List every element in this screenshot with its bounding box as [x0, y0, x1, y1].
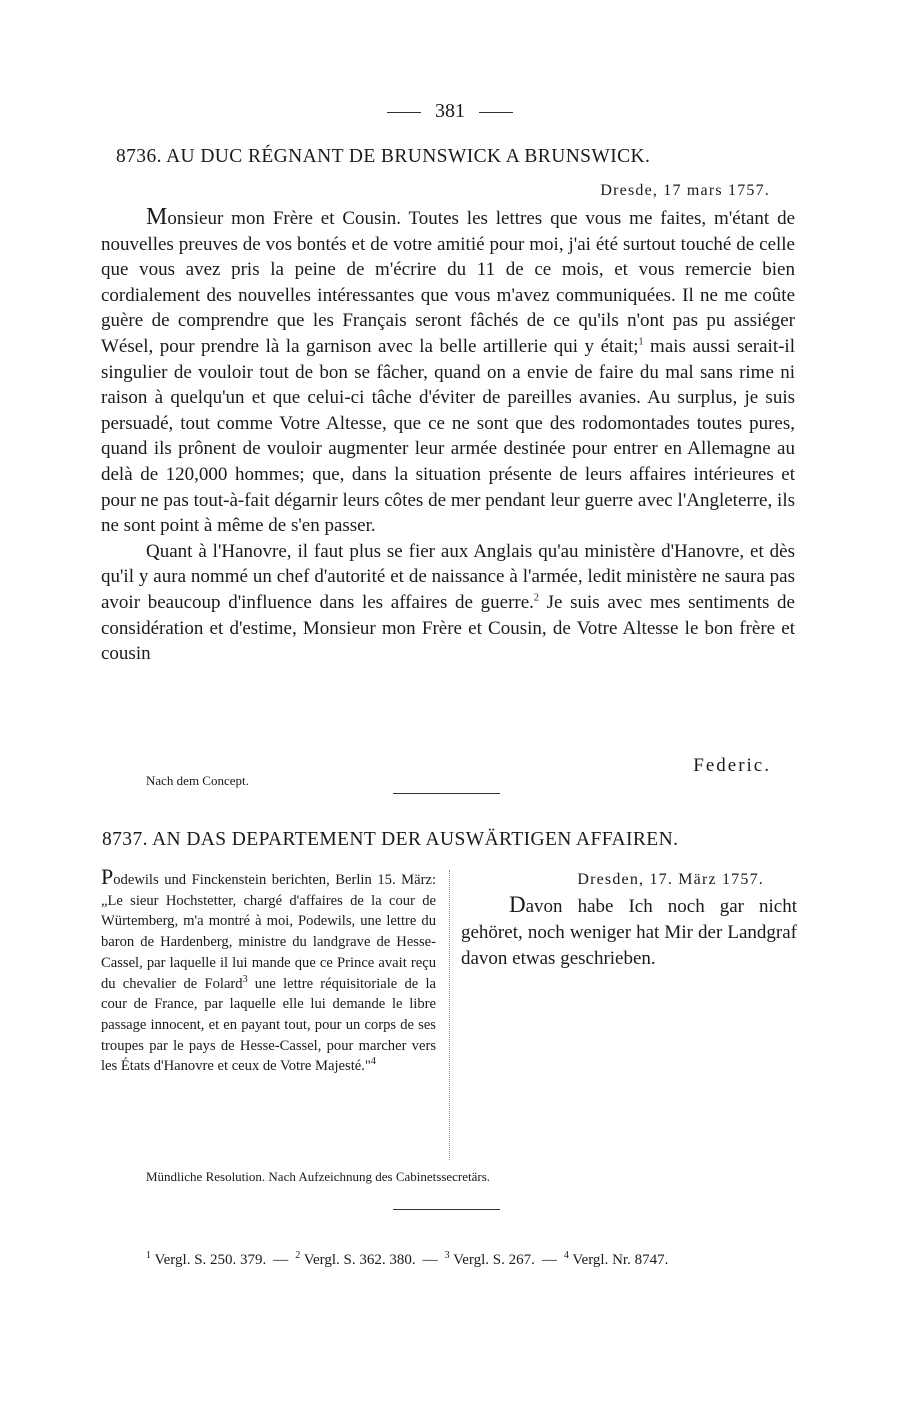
footnote-3 [445, 1252, 535, 1268]
column-divider [449, 870, 450, 1160]
initial-letter: P [101, 864, 114, 889]
footnote-ref-1: 1 [638, 336, 644, 348]
paragraph-text: onsieur mon Frère et Cousin. Toutes les lettres que vous me faites, m'étant de nouvelles preuves de vos bontés et de votre amitié pour moi, j'ai été surtout touché de celle que vous avez pris la peine de m'écrire du 11 de ce mois, et vous remercie bien cordialement des nouvelles intéressantes que vous m'avez communiquées. Il ne me coûte guère de comprendre que les Français seront fâchés de ce qu'ils n'ont pas pu assiéger Wésel, pour prendre là la garnison avec la belle artillerie qui y était; [101, 208, 795, 357]
footnote-4 [564, 1252, 668, 1268]
footnotes [101, 1247, 795, 1273]
report-text: une lettre réquisitoriale de la cour de France, par laquelle elle lui demande le libre passage innocent, et en payant tout, pour un corps de ses troupes par le pays de Hesse-Cassel, pour marcher vers les États d'Hanovre et ceux de Votre Majesté." [101, 975, 437, 1075]
footnote-ref-4: 4 [370, 1056, 376, 1068]
letter-8737-resolution-column [461, 868, 797, 972]
footnote-text: Vergl. Nr. 8747. [572, 1252, 669, 1268]
page-number: 381 [435, 100, 465, 122]
page-number-dash-left [387, 112, 421, 113]
letter-8737-source-note: Mündliche Resolution. Nach Aufzeichnung des Cabinetssecretärs. [146, 1169, 491, 1184]
footnote-1 [146, 1252, 266, 1268]
footnote-separator: — [273, 1252, 289, 1268]
resolution-text: avon habe Ich noch gar nicht gehöret, noch weniger hat Mir der Landgraf davon etwas geschrieben. [461, 896, 797, 969]
footnote-text: Vergl. S. 267. [453, 1252, 535, 1268]
footnote-text: Vergl. S. 250. 379. [154, 1252, 267, 1268]
letter-8736-heading: 8736. AU DUC RÉGNANT DE BRUNSWICK A BRUNSWICK. [116, 146, 651, 167]
letter-8737-report-column [101, 864, 437, 1077]
resolution-text-block [461, 892, 797, 972]
paragraph-text: Je suis avec mes sentiments de considération et d'estime, Monsieur mon Frère et Cousin, de Votre Altesse le bon frère et cousin [101, 591, 795, 665]
report-text: odewils und Finckenstein berichten, Berlin 15. März: „Le sieur Hochstetter, chargé d'affaires de la cour de Würtemberg, m'a montré à moi, Podewils, une lettre du baron de Hardenberg, ministre du landgrave de Hesse-Cassel, par laquelle il lui mande que ce Prince avait reçu du chevalier de Folard [101, 872, 436, 992]
section-divider [393, 793, 500, 794]
letter-8736-paragraph-2 [101, 539, 795, 667]
letter-8737-dateline: Dresden, 17. März 1757. [577, 871, 764, 888]
letter-8736-dateline: Dresde, 17 mars 1757. [600, 182, 770, 199]
paragraph-text: mais aussi serait-il singulier de vouloir tout de bon se fâcher, quand on a envie de faire du mal sans rime ni raison à quelqu'un et que celui-ci tâche d'éviter de pareilles avanies. Au surplus, je suis persuadé, tout comme Votre Altesse, que ce ne sont que des rodomontades toutes pures, quand ils prônent de vouloir augmenter leur armée destinée pour entrer en Allemagne au delà de 120,000 hommes; que, dans la situation présente de leurs affaires intérieures et pour ne pas tout-à-fait dégarnir leurs côtes de mer pendant leur guerre avec l'Angleterre, ils ne sont point à même de s'en passer. [101, 335, 795, 537]
initial-letter: D [509, 892, 526, 917]
letter-8736-signature: Federic. [693, 755, 771, 776]
paragraph-text: Quant à l'Hanovre, il faut plus se fier aux Anglais qu'au ministère d'Hanovre, et dès qu'il y aura nommé un chef d'autorité et de naissance à l'armée, ledit ministère ne saura pas avoir beaucoup d'influence dans les affaires de guerre. [101, 540, 795, 613]
footnote-divider [393, 1209, 500, 1210]
footnote-mark: 3 [444, 1250, 450, 1261]
initial-letter: M [146, 204, 168, 230]
letter-8737-heading: 8737. AN DAS DEPARTEMENT DER AUSWÄRTIGEN AFFAIREN. [102, 829, 679, 850]
footnote-text: Vergl. S. 362. 380. [303, 1252, 416, 1268]
footnote-mark: 1 [146, 1250, 151, 1261]
footnote-ref-2: 2 [533, 592, 539, 604]
letter-8736-body [101, 205, 795, 667]
letter-8736-paragraph-1 [101, 205, 795, 539]
footnote-separator: — [422, 1252, 438, 1268]
page-number-dash-right [479, 112, 513, 113]
letter-8736-source-note: Nach dem Concept. [146, 773, 249, 788]
footnote-mark: 4 [563, 1250, 569, 1261]
page-number-line [0, 100, 900, 123]
footnote-mark: 2 [295, 1250, 301, 1261]
footnote-separator: — [541, 1252, 557, 1268]
footnote-ref-3: 3 [242, 973, 248, 985]
footnote-2 [295, 1252, 415, 1268]
